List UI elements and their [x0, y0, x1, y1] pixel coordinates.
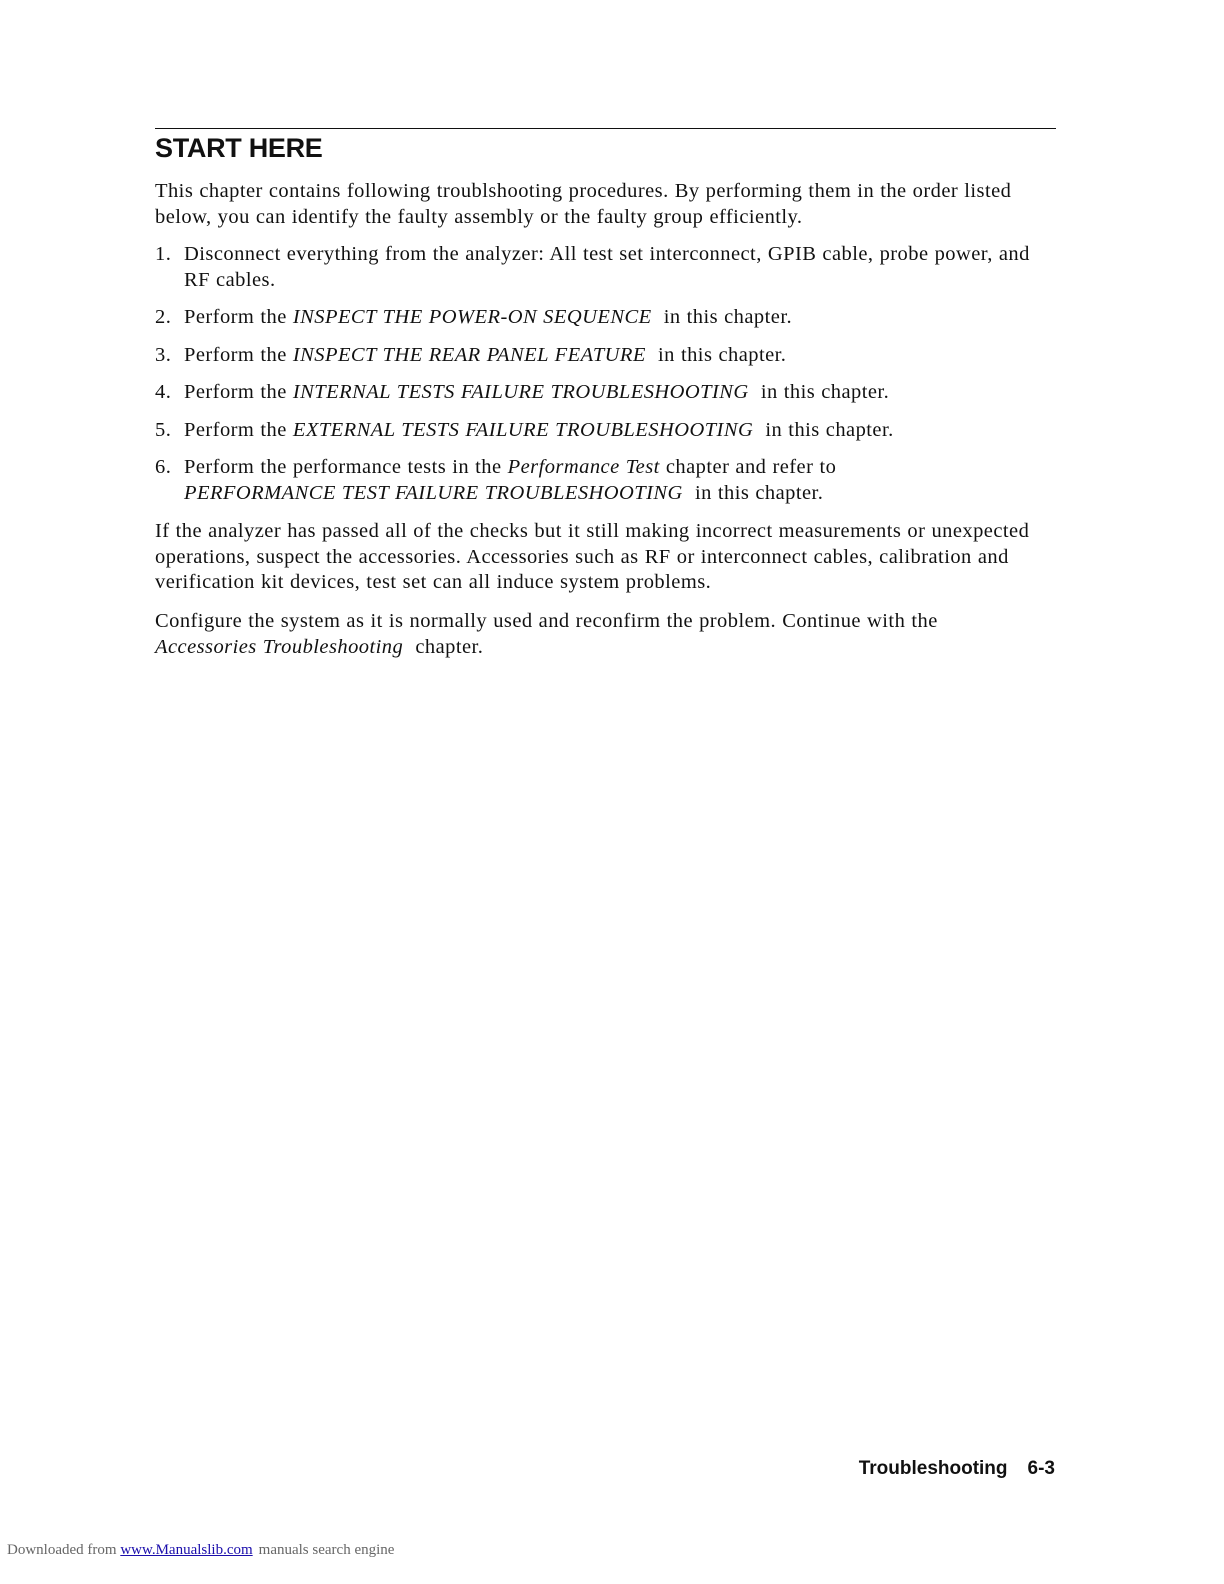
page-number: 6-3	[1027, 1458, 1055, 1479]
step-text-tail: in this chapter.	[754, 381, 890, 403]
procedure-step	[155, 305, 1060, 331]
step-text-tail: in this chapter.	[651, 343, 787, 366]
intro-paragraph: This chapter contains following troublshooting procedures. By performing them in the order listed below, you can identify the faulty assembly or the faulty group efficiently.	[155, 180, 1012, 228]
step-text-tail: in this chapter.	[759, 418, 894, 441]
step-text: Disconnect everything from the analyzer: All test set interconnect, GPIB cable, probe power, and RF cables.	[184, 243, 1030, 291]
step-number: 3.	[155, 343, 172, 366]
configure-reference: Accessories Troubleshooting	[155, 635, 404, 658]
procedure-step	[155, 380, 1060, 406]
step-text: Perform the	[184, 381, 293, 403]
step-reference: EXTERNAL TESTS FAILURE TROUBLESHOOTING	[292, 418, 754, 441]
step-number: 4.	[155, 381, 172, 403]
step-text: Perform the performance tests in the	[184, 456, 508, 478]
procedure-step	[155, 343, 1060, 369]
step-reference: Performance Test	[507, 456, 660, 478]
footer-section: Troubleshooting	[858, 1458, 1008, 1479]
procedure-step	[155, 455, 1060, 506]
procedure-step	[155, 418, 1060, 444]
step-text: Perform the	[184, 343, 293, 366]
download-suffix: manuals search engine	[258, 1542, 395, 1558]
step-text-tail: in this chapter.	[657, 306, 793, 328]
step-text-tail: in this chapter.	[688, 481, 824, 504]
step-reference: INSPECT THE REAR PANEL FEATURE	[292, 343, 646, 366]
configure-text-tail: chapter.	[409, 635, 484, 658]
step-text: Perform the	[184, 418, 293, 441]
manualslib-link[interactable]: www.Manualslib.com	[120, 1542, 253, 1558]
procedure-step	[155, 242, 1060, 293]
step-text-mid: chapter and refer to	[659, 456, 837, 478]
accessories-paragraph: If the analyzer has passed all of the checks but it still making incorrect measurements or unexpected operations, suspect the accessories. Accessories such as RF or interconnect cables, calibration and verification kit devices, test set can all induce system problems.	[155, 520, 1030, 593]
step-number: 5.	[155, 418, 172, 441]
step-text: Perform the	[184, 306, 293, 328]
step-number: 2.	[155, 306, 172, 328]
configure-paragraph	[155, 609, 1060, 660]
configure-text: Configure the system as it is normally used and reconfirm the problem. Continue with the	[155, 610, 938, 632]
section-title: START HERE	[155, 133, 323, 163]
step-number: 6.	[155, 456, 172, 478]
download-prefix: Downloaded from	[7, 1542, 121, 1558]
download-notice	[7, 1542, 394, 1559]
step-reference: INSPECT THE POWER-ON SEQUENCE	[292, 306, 652, 328]
page-footer	[859, 1458, 1055, 1480]
section-rule	[155, 128, 1056, 129]
step-number: 1.	[155, 243, 172, 265]
step-reference: INTERNAL TESTS FAILURE TROUBLESHOOTING	[292, 381, 749, 403]
step-reference-2: PERFORMANCE TEST FAILURE TROUBLESHOOTING	[184, 481, 683, 504]
procedure-list	[155, 242, 1060, 518]
